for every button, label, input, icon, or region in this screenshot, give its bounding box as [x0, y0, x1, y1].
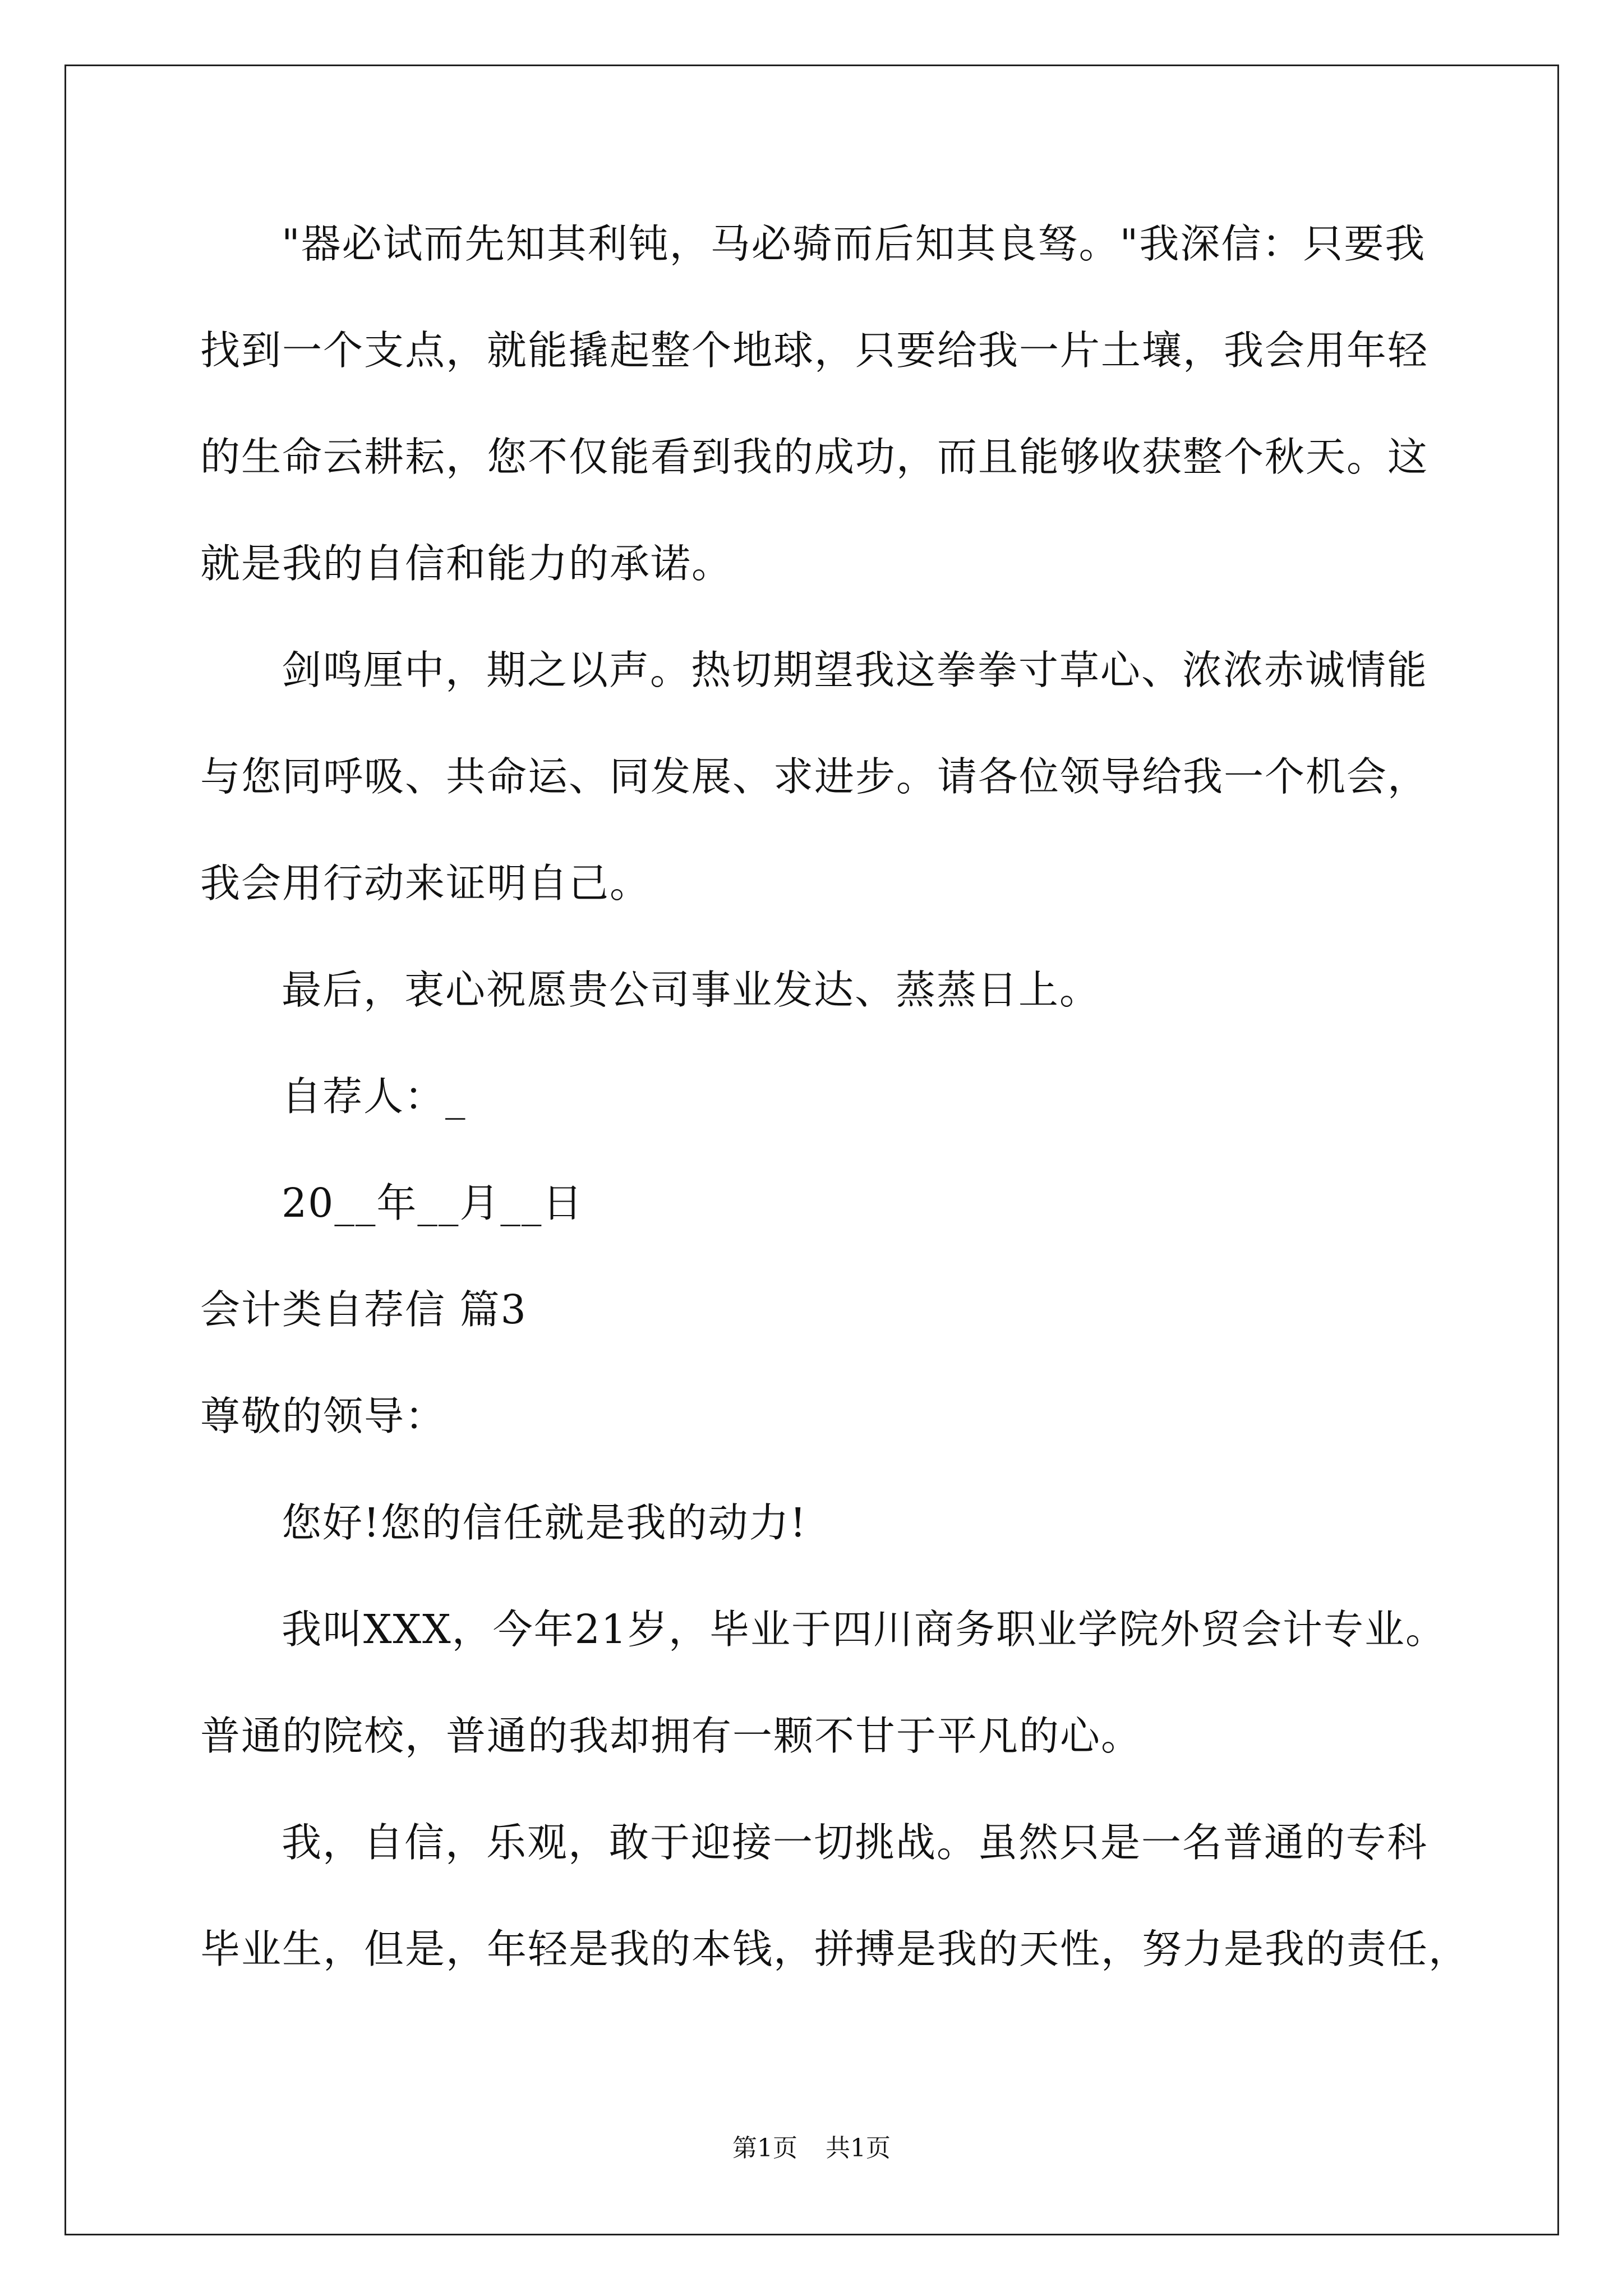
text-line: 剑鸣厘中，期之以声。热切期望我这拳拳寸草心、浓浓赤诚情能: [282, 647, 1428, 693]
text-line: 我，自信，乐观，敢于迎接一切挑战。虽然只是一名普通的专科: [282, 1819, 1428, 1866]
page-total: 共1页: [826, 2134, 891, 2162]
text-line: "器必试而先知其利钝，马必骑而后知其良驽。"我深信：只要我: [282, 220, 1426, 267]
page-footer: [0, 2132, 1623, 2165]
page-number: 第1页: [732, 2134, 797, 2162]
text-line: 我叫XXX，今年21岁，毕业于四川商务职业学院外贸会计专业。: [282, 1606, 1446, 1653]
text-line: 最后，衷心祝愿贵公司事业发达、蒸蒸日上。: [282, 967, 1101, 1013]
page-border: [64, 65, 1559, 2235]
text-line: 就是我的自信和能力的承诺。: [200, 540, 733, 587]
section-heading: 会计类自荐信 篇3: [200, 1286, 527, 1333]
text-line: 找到一个支点，就能撬起整个地球，只要给我一片土壤，我会用年轻: [200, 327, 1429, 374]
text-line: 您好!您的信任就是我的动力!: [282, 1499, 808, 1546]
text-line: 与您同呼吸、共命运、同发展、求进步。请各位领导给我一个机会，: [200, 753, 1429, 800]
text-line: 我会用行动来证明自己。: [200, 860, 651, 907]
date-line: 20__年__月__日: [282, 1180, 584, 1226]
text-line: 普通的院校，普通的我却拥有一颗不甘于平凡的心。: [200, 1713, 1142, 1759]
signature-line: 自荐人：_: [282, 1073, 467, 1120]
salutation: 尊敬的领导：: [200, 1393, 446, 1439]
text-line: 毕业生，但是，年轻是我的本钱，拼搏是我的天性，努力是我的责任，: [200, 1926, 1470, 1972]
text-line: 的生命云耕耘，您不仅能看到我的成功，而且能够收获整个秋天。这: [200, 434, 1429, 480]
